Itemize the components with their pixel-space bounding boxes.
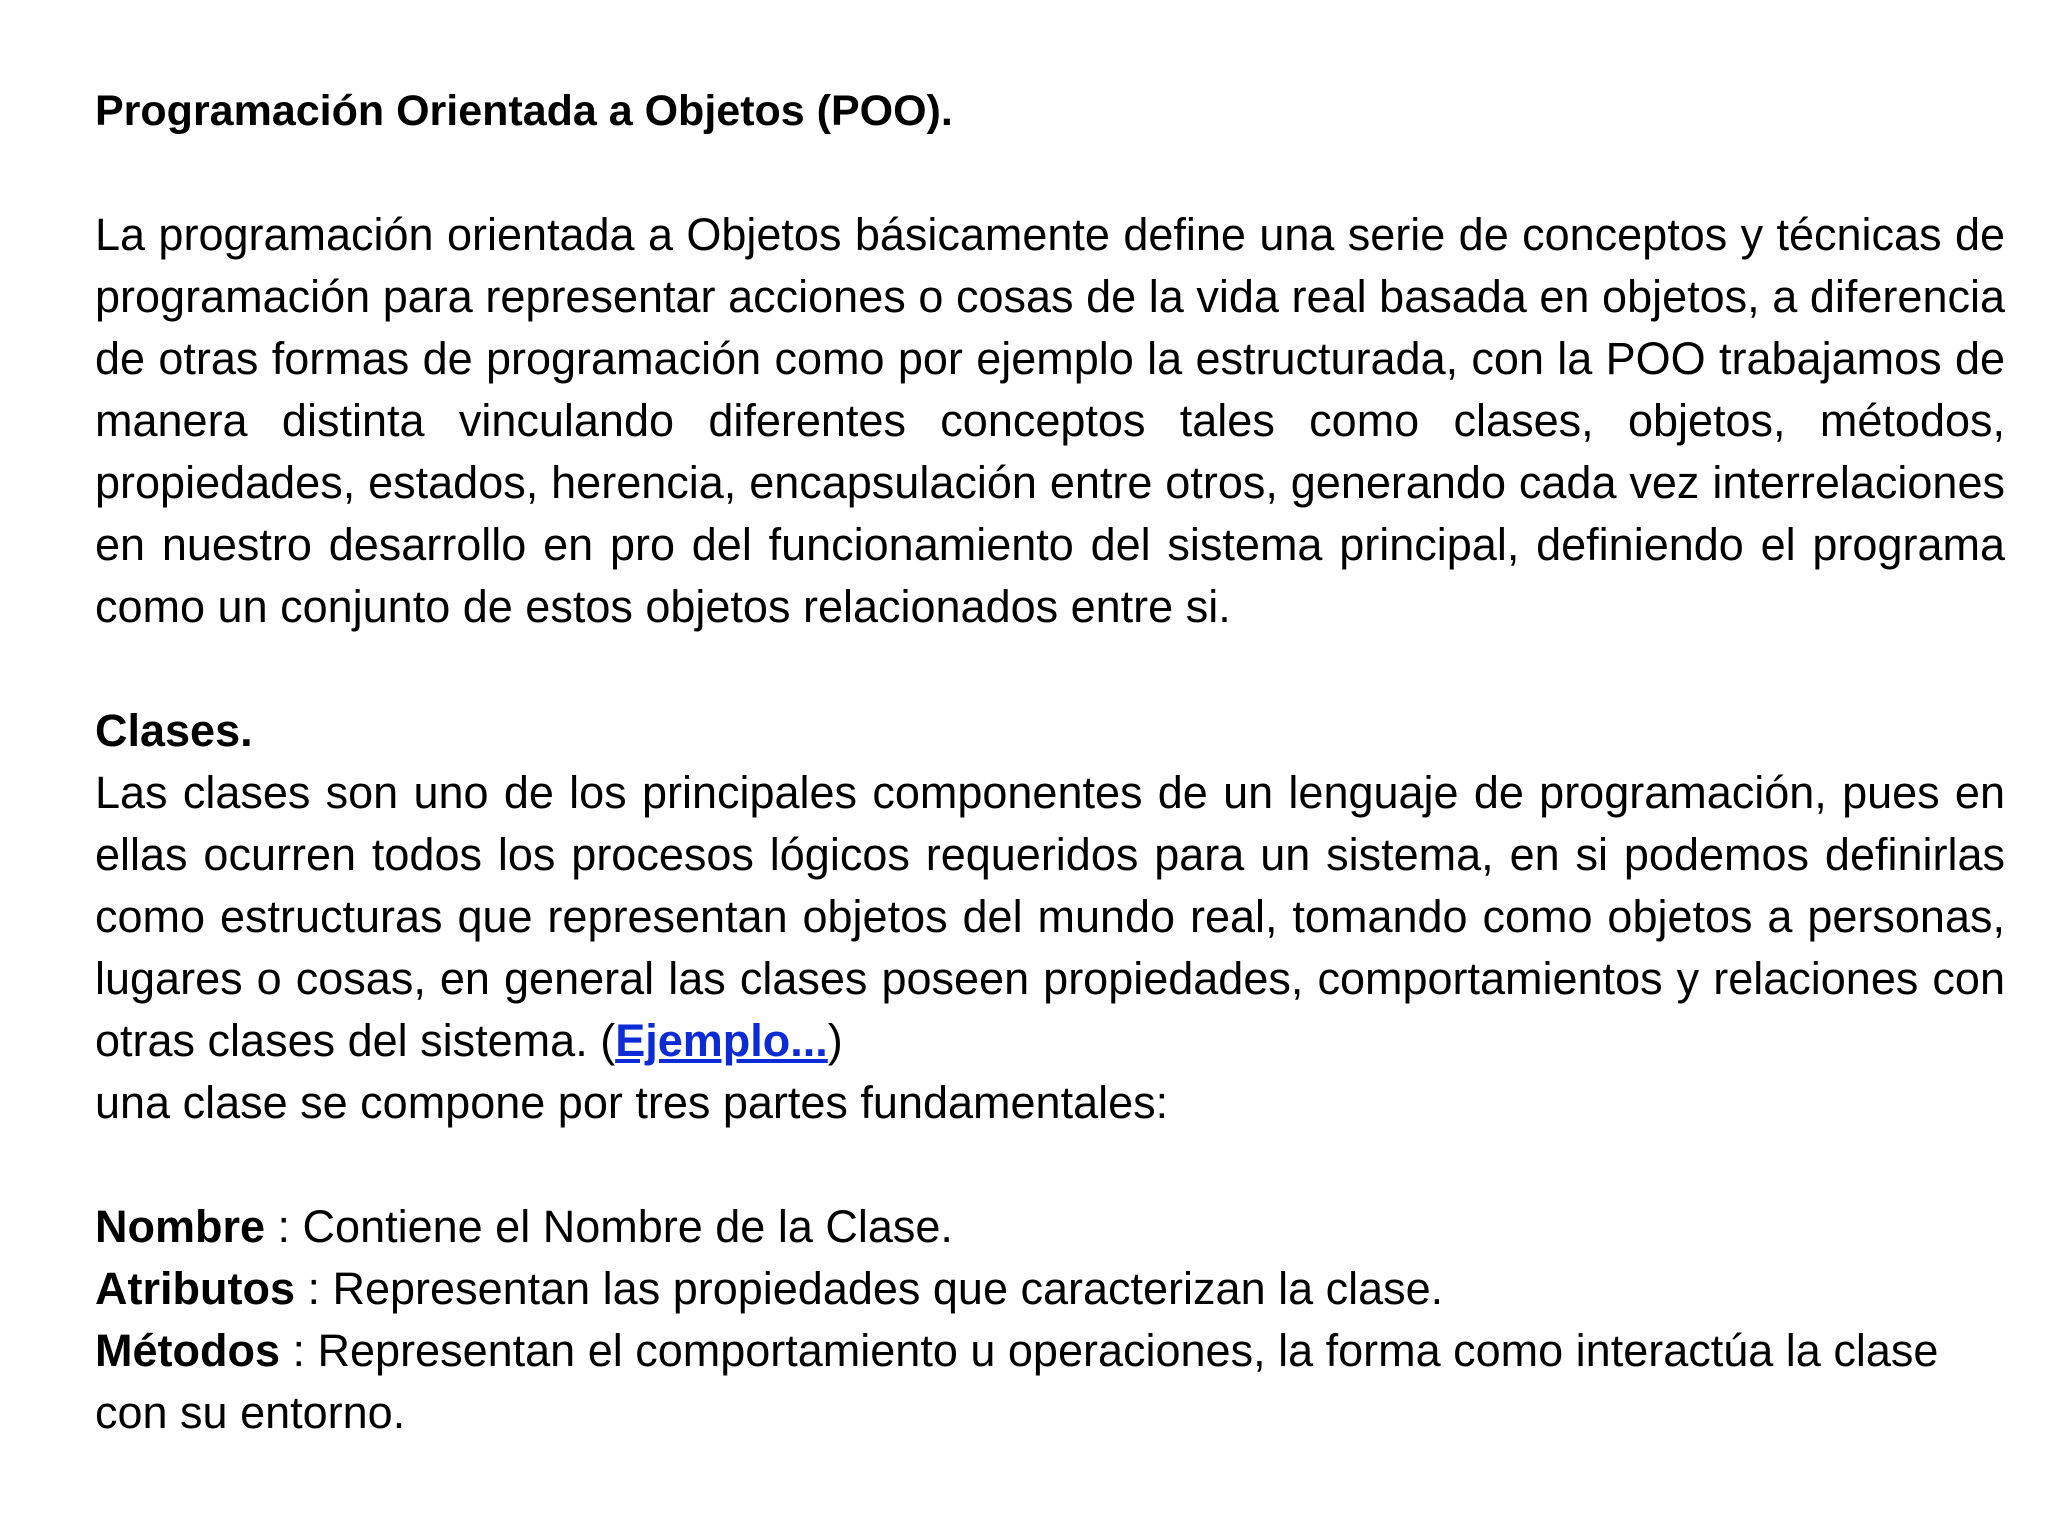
ejemplo-link[interactable]: Ejemplo...	[615, 1015, 828, 1066]
section-heading-clases: Clases.	[95, 705, 253, 756]
document-page	[95, 80, 2005, 1444]
part-separator: :	[294, 1263, 333, 1314]
clases-paragraph	[95, 762, 2005, 1072]
part-description: Contiene el Nombre de la Clase.	[302, 1201, 953, 1252]
part-term: Nombre	[95, 1201, 266, 1252]
part-item-nombre	[95, 1196, 2005, 1258]
part-item-metodos	[95, 1320, 2005, 1444]
parts-intro: una clase se compone por tres partes fundamentales:	[95, 1077, 1169, 1128]
class-parts-list	[95, 1196, 2005, 1444]
part-separator: :	[280, 1325, 318, 1376]
part-item-atributos	[95, 1258, 2005, 1320]
clases-body-text: Las clases son uno de los principales componentes de un lenguaje de programación, pues en ellas ocurren todos los procesos lógicos requeridos para un sistema, en si podemos definirlas como estructuras que representan objetos del mundo real, tomando como objetos a personas, lugares o cosas, en general las clases poseen propiedades, comportamientos y relaciones con otras clases del sistema. (	[95, 767, 2005, 1066]
part-description: Representan el comportamiento u operaciones, la forma como interactúa la clase con su entorno.	[95, 1325, 1939, 1438]
part-description: Representan las propiedades que caracterizan la clase.	[332, 1263, 1444, 1314]
part-term: Atributos	[95, 1263, 295, 1314]
clases-body-close: )	[827, 1015, 843, 1066]
part-term: Métodos	[95, 1325, 280, 1376]
part-separator: :	[265, 1201, 303, 1252]
page-title: Programación Orientada a Objetos (POO).	[95, 87, 953, 135]
intro-paragraph: La programación orientada a Objetos básicamente define una serie de conceptos y técnicas de programación para representar acciones o cosas de la vida real basada en objetos, a diferencia de otras formas de programación como por ejemplo la estructurada, con la POO trabajamos de manera distinta vinculando diferentes conceptos tales como clases, objetos, métodos, propiedades, estados, herencia, encapsulación entre otros, generando cada vez interrelaciones en nuestro desarrollo en pro del funcionamiento del sistema principal, definiendo el programa como un conjunto de estos objetos relacionados entre si.	[95, 209, 2005, 632]
